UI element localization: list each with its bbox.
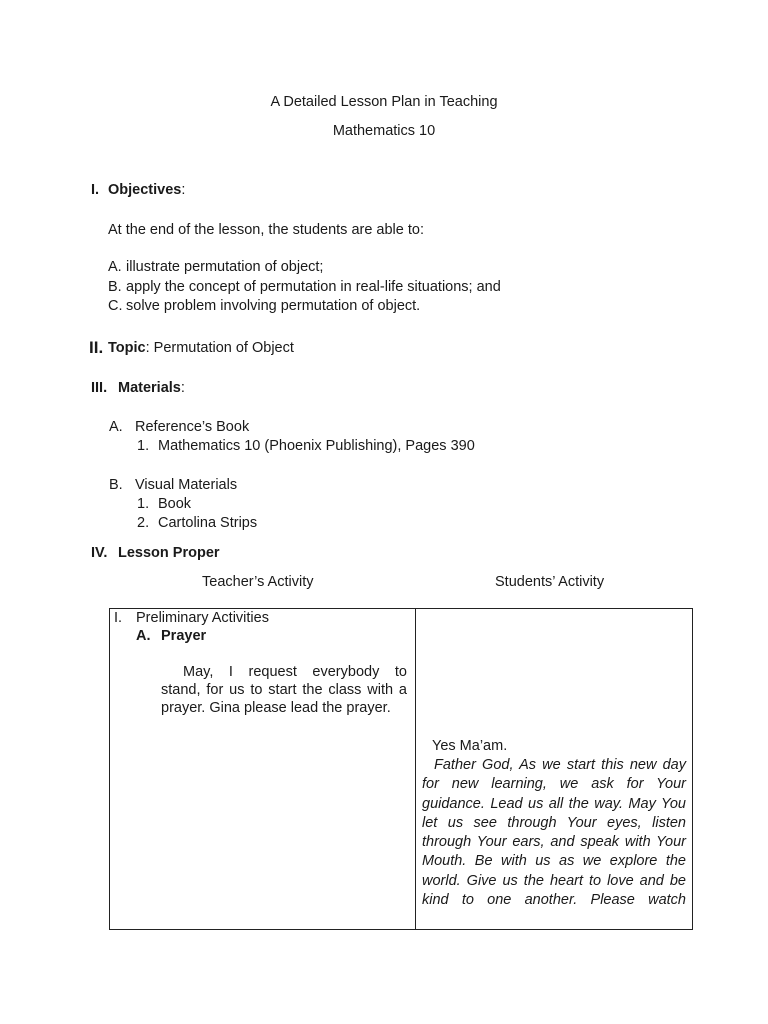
objectives-colon: :: [181, 182, 186, 198]
teacher-activity-cell: [110, 609, 416, 930]
objectives-intro: At the end of the lesson, the students are able to:: [108, 222, 424, 238]
materials-item-num: 1.: [137, 438, 150, 454]
teacher-line: May, I request everybody to: [183, 664, 407, 680]
section-num: I.: [114, 610, 123, 626]
doc-title: A Detailed Lesson Plan in Teaching: [270, 94, 498, 110]
objectives-heading-text: Objectives: [108, 182, 182, 198]
lesson-table: [109, 608, 693, 930]
prayer-line: for new learning, we ask for Your: [422, 776, 686, 793]
materials-item-text: Cartolina Strips: [158, 515, 258, 531]
students-prayer: [422, 756, 686, 910]
prayer-line: guidance. Lead us all the way. May You: [422, 795, 686, 812]
materials-group-label: Reference’s Book: [135, 419, 250, 435]
teacher-line: prayer. Gina please lead the prayer.: [161, 700, 391, 716]
section-label: Preliminary Activities: [136, 610, 269, 626]
materials-group-letter: A.: [109, 419, 123, 435]
materials-colon: :: [180, 380, 185, 396]
objectives-heading: [108, 182, 185, 198]
sub-label: Prayer: [161, 628, 207, 644]
prayer-line: through Your ears, and speak with Your: [422, 834, 686, 851]
lesson-proper-numeral: IV.: [91, 545, 108, 561]
materials-item-num: 2.: [137, 515, 150, 531]
materials-heading: [118, 380, 185, 396]
topic-heading: Topic: [108, 340, 146, 356]
prayer-line: kind to one another. Please watch: [422, 892, 686, 909]
materials-group-letter: B.: [109, 477, 123, 493]
materials-group-label: Visual Materials: [135, 477, 238, 493]
sub-letter: A.: [136, 628, 151, 644]
prayer-line: Mouth. Be with us as we explore the: [422, 853, 686, 870]
teacher-prayer-request: [161, 663, 407, 717]
objective-text: illustrate permutation of object;: [126, 259, 324, 275]
teacher-activity-header: Teacher’s Activity: [202, 574, 314, 590]
students-reply: Yes Ma’am.: [432, 738, 508, 754]
objective-text: apply the concept of permutation in real-life situations; and: [126, 279, 501, 295]
topic-text: : Permutation of Object: [145, 340, 294, 356]
materials-heading-text: Materials: [118, 380, 181, 396]
lesson-proper-heading: Lesson Proper: [118, 545, 220, 561]
prayer-line: world. Give us the heart to love and be: [422, 872, 686, 889]
teacher-line: stand, for us to start the class with a: [161, 682, 407, 698]
prayer-line: Father God, As we start this new day: [434, 757, 686, 773]
doc-subject: Mathematics 10: [332, 123, 436, 139]
materials-item-text: Mathematics 10 (Phoenix Publishing), Pages 390: [158, 438, 475, 454]
objective-letter: C.: [108, 298, 123, 314]
prayer-line: let us see through Your eyes, listen: [422, 814, 686, 831]
objectives-numeral: I.: [91, 182, 100, 198]
objective-text: solve problem involving permutation of object.: [126, 298, 421, 314]
materials-item-num: 1.: [137, 496, 150, 512]
materials-item-text: Book: [158, 496, 192, 512]
objective-letter: A.: [108, 259, 122, 275]
students-activity-header: Students’ Activity: [495, 574, 605, 590]
topic-line: [108, 340, 294, 356]
objective-letter: B.: [108, 279, 122, 295]
topic-numeral: II.: [89, 338, 104, 357]
materials-numeral: III.: [91, 380, 108, 396]
students-activity-cell: [416, 609, 693, 930]
